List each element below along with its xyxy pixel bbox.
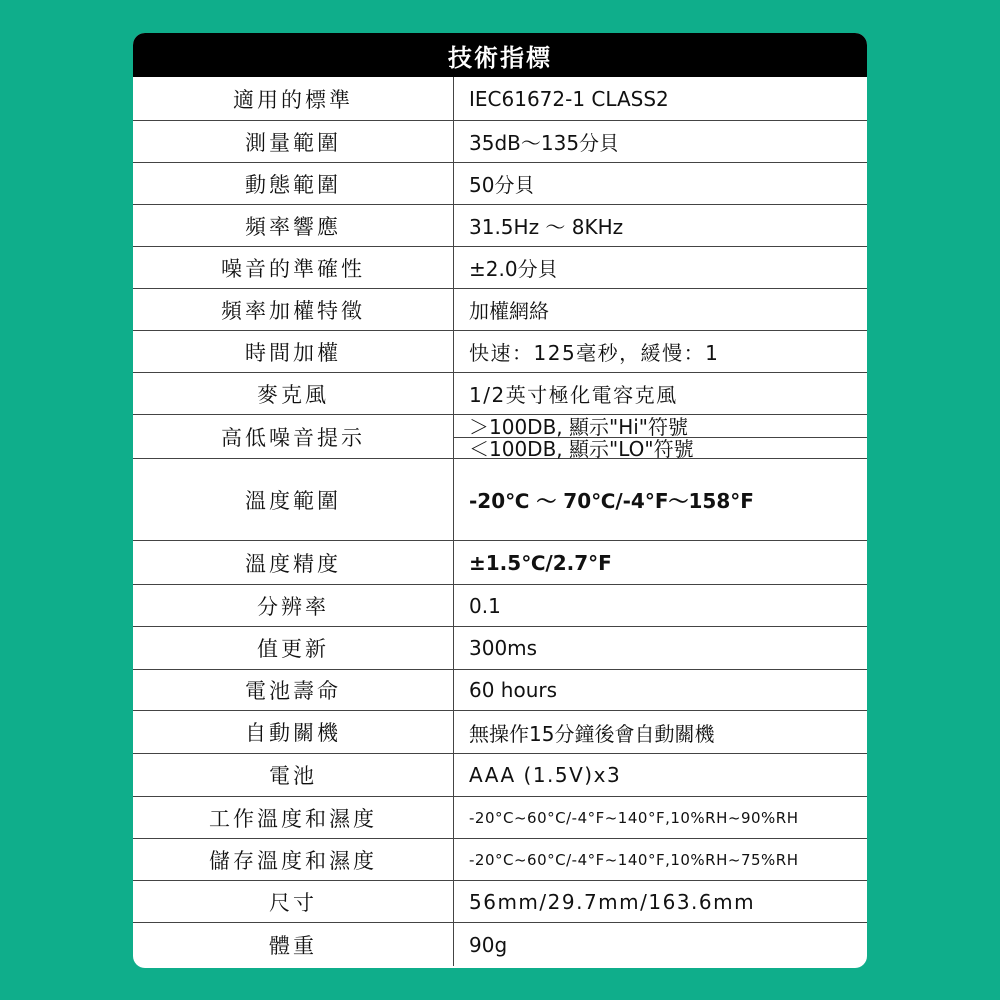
- spec-value: 300ms: [469, 636, 538, 660]
- spec-label: 自動關機: [245, 721, 341, 745]
- spec-card: [133, 33, 867, 968]
- spec-value: 56mm/29.7mm/163.6mm: [469, 889, 756, 914]
- spec-value-cell: [453, 797, 867, 838]
- spec-label: 動態範圍: [245, 172, 341, 197]
- spec-value: ＞100DB, 顯示"Hi"符號: [454, 415, 867, 438]
- spec-row: [133, 289, 867, 331]
- spec-value: 90g: [469, 932, 508, 957]
- spec-label: 溫度範圍: [245, 488, 341, 513]
- spec-value-cell: [453, 163, 867, 204]
- spec-row: [133, 754, 867, 797]
- spec-value: -20℃ ～ 70℃/-4°F～158°F: [469, 489, 754, 513]
- spec-value-cell: [453, 585, 867, 626]
- spec-row: [133, 881, 867, 923]
- spec-row: [133, 247, 867, 289]
- spec-label: 溫度精度: [245, 551, 341, 576]
- spec-value: ±1.5℃/2.7°F: [469, 550, 612, 575]
- spec-value: 50分貝: [469, 173, 535, 197]
- spec-row: [133, 121, 867, 163]
- spec-value: -20°C~60°C/-4°F~140°F,10%RH~90%RH: [469, 808, 799, 827]
- spec-label: 時間加權: [245, 340, 341, 365]
- spec-value: ±2.0分貝: [469, 257, 558, 281]
- spec-label: 電池: [269, 764, 317, 788]
- spec-row: [133, 541, 867, 585]
- spec-row: [133, 923, 867, 966]
- spec-value: 加權網絡: [469, 299, 549, 323]
- spec-value-cell: [453, 670, 867, 710]
- spec-value-cell: [453, 247, 867, 288]
- spec-label: 適用的標準: [233, 87, 353, 112]
- spec-label: 頻率加權特徵: [221, 298, 365, 323]
- spec-value: AAA (1.5V)x3: [469, 763, 622, 787]
- spec-title: 技術指標: [133, 33, 867, 77]
- spec-row: [133, 585, 867, 627]
- spec-value: 快速：125毫秒，緩慢：1: [469, 341, 720, 365]
- spec-row: [133, 459, 867, 541]
- spec-value-cell: [453, 289, 867, 330]
- spec-value: 1/2英寸極化電容克風: [469, 383, 678, 407]
- spec-label: 儲存溫度和濕度: [209, 848, 377, 873]
- spec-row: [133, 205, 867, 247]
- spec-value: -20°C~60°C/-4°F~140°F,10%RH~75%RH: [469, 850, 799, 869]
- spec-value-cell: [453, 881, 867, 922]
- spec-label: 電池壽命: [245, 679, 341, 703]
- spec-label: 高低噪音提示: [221, 425, 365, 450]
- spec-value-cell: [453, 331, 867, 372]
- spec-value-cell: [453, 77, 867, 120]
- spec-label: 測量範圍: [245, 130, 341, 155]
- spec-row: [133, 331, 867, 373]
- spec-value: ＜100DB, 顯示"LO"符號: [469, 436, 694, 461]
- spec-row: [133, 77, 867, 121]
- spec-value: 無操作15分鐘後會自動關機: [469, 721, 715, 746]
- spec-row: [133, 373, 867, 415]
- spec-value-cell: [453, 373, 867, 414]
- spec-value-cell: [453, 754, 867, 796]
- spec-label: 體重: [269, 933, 317, 958]
- spec-value-cell: [453, 415, 867, 461]
- spec-label: 頻率響應: [245, 214, 341, 239]
- spec-row: [133, 797, 867, 839]
- spec-value: 31.5Hz ～ 8KHz: [469, 215, 624, 239]
- spec-row: [133, 163, 867, 205]
- spec-value: 0.1: [469, 593, 501, 618]
- spec-value: 60 hours: [469, 678, 558, 702]
- spec-label: 分辨率: [257, 594, 329, 619]
- spec-row: [133, 839, 867, 881]
- spec-label: 工作溫度和濕度: [209, 806, 377, 831]
- spec-row: [133, 670, 867, 711]
- spec-label: 尺寸: [269, 890, 317, 915]
- spec-value: 35dB～135分貝: [469, 131, 620, 155]
- spec-label: 噪音的準確性: [221, 256, 365, 281]
- spec-value-cell: [453, 541, 867, 584]
- spec-value: IEC61672-1 CLASS2: [469, 86, 669, 111]
- spec-row: [133, 627, 867, 670]
- spec-value-cell: [453, 459, 867, 540]
- spec-row: [133, 415, 867, 459]
- spec-value-cell: [453, 839, 867, 880]
- spec-row: [133, 711, 867, 754]
- spec-label: 麥克風: [257, 382, 329, 407]
- spec-value-cell: [453, 121, 867, 162]
- spec-label: 值更新: [257, 637, 329, 661]
- spec-value-cell: [453, 923, 867, 966]
- spec-value-cell: [453, 627, 867, 669]
- spec-value-cell: [453, 205, 867, 246]
- spec-value-cell: [453, 711, 867, 753]
